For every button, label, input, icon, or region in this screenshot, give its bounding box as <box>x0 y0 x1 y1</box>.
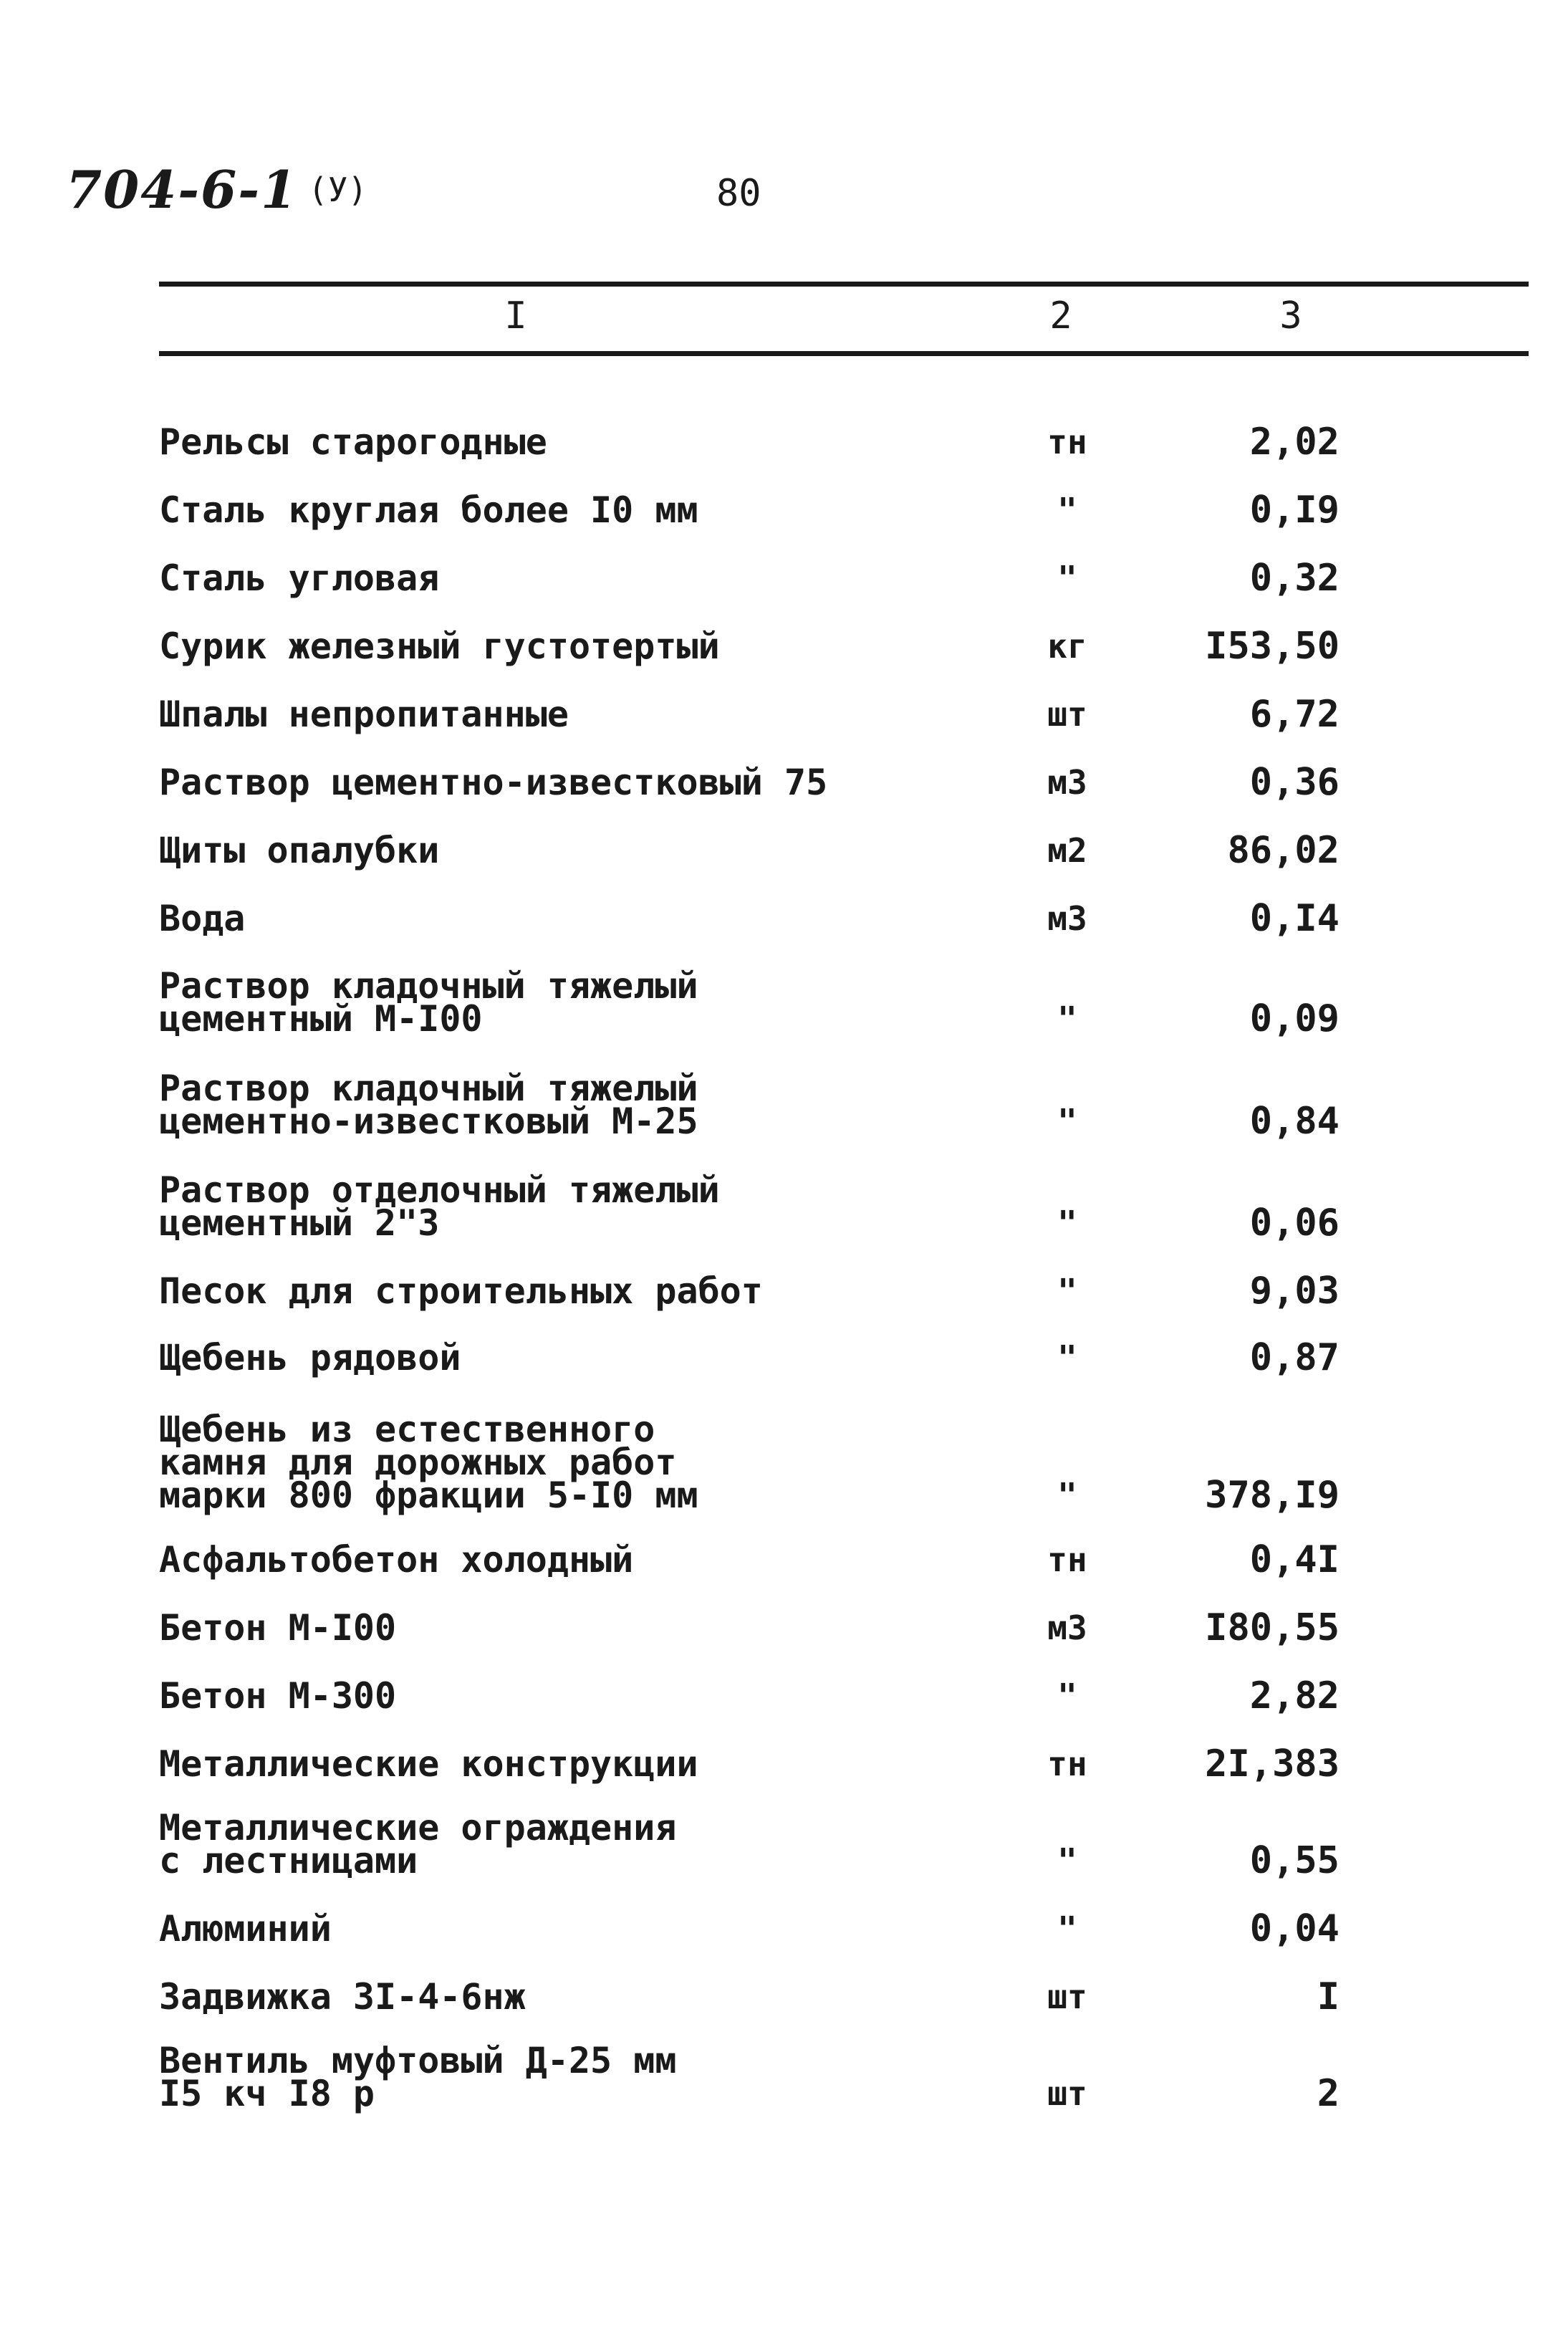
unit-cell: " <box>1057 1841 1077 1880</box>
table-row <box>0 1401 1568 1517</box>
table-row <box>0 1669 1568 1717</box>
material-name: Раствор отделочный тяжелый цементный 2"3 <box>159 1169 720 1244</box>
material-name: Металлические ограждения с лестницами <box>159 1807 677 1881</box>
material-name: Асфальтобетон холодный <box>159 1539 634 1581</box>
table-row <box>0 1601 1568 1649</box>
quantity-cell: 378,I9 <box>1205 1474 1339 1517</box>
column-header-quantity: 3 <box>1279 294 1302 337</box>
table-row <box>0 1265 1568 1313</box>
quantity-cell: 0,4I <box>1249 1538 1339 1581</box>
material-name: Раствор кладочный тяжелый цементно-известковый М-25 <box>159 1068 698 1142</box>
quantity-cell: 0,I9 <box>1249 489 1339 532</box>
table-row <box>0 1798 1568 1882</box>
unit-cell: " <box>1057 1272 1077 1310</box>
quantity-cell: 86,02 <box>1227 829 1339 872</box>
unit-cell: шт <box>1047 695 1087 734</box>
material-name: Раствор кладочный тяжелый цементный М-I00 <box>159 965 698 1040</box>
quantity-cell: 0,87 <box>1249 1336 1339 1379</box>
material-name: Шпалы непропитанные <box>159 694 569 735</box>
material-name: Бетон М-300 <box>159 1675 397 1717</box>
material-name: Щебень рядовой <box>159 1337 461 1379</box>
table-row <box>0 688 1568 736</box>
material-name: Вода <box>159 898 246 939</box>
material-name: Раствор цементно-известковый 75 <box>159 762 828 803</box>
unit-cell: " <box>1057 1102 1077 1141</box>
table-row <box>0 416 1568 464</box>
unit-cell: тн <box>1047 1540 1087 1579</box>
unit-cell: тн <box>1047 423 1087 461</box>
unit-cell: шт <box>1047 1977 1087 2016</box>
unit-cell: кг <box>1047 627 1087 666</box>
column-header-name: I <box>504 294 527 337</box>
quantity-cell: I <box>1317 1975 1339 2018</box>
page-number: 80 <box>716 172 761 215</box>
quantity-cell: 0,09 <box>1249 997 1339 1040</box>
quantity-cell: I53,50 <box>1205 625 1339 668</box>
unit-cell: " <box>1057 1338 1077 1377</box>
unit-cell: м3 <box>1047 1609 1087 1647</box>
unit-cell: тн <box>1047 1745 1087 1783</box>
unit-cell: " <box>1057 1909 1077 1948</box>
material-name: Металлические конструкции <box>159 1743 698 1785</box>
table-row <box>0 824 1568 872</box>
unit-cell: " <box>1057 559 1077 598</box>
quantity-cell: 2,02 <box>1249 421 1339 464</box>
quantity-cell: I80,55 <box>1205 1606 1339 1649</box>
table-row <box>0 552 1568 600</box>
unit-cell: " <box>1057 1204 1077 1242</box>
table-row <box>0 1970 1568 2018</box>
document-code: 704-6-1 <box>66 159 299 220</box>
quantity-cell: 2 <box>1317 2072 1339 2115</box>
table-row <box>0 957 1568 1040</box>
material-name: Щебень из естественного камня для дорожных работ марки 800 фракции 5-I0 мм <box>159 1409 698 1516</box>
table-row <box>0 1737 1568 1785</box>
unit-cell: " <box>1057 999 1077 1038</box>
table-row <box>0 1533 1568 1581</box>
material-name: Щиты опалубки <box>159 830 440 871</box>
material-name: Сурик железный густотертый <box>159 625 720 667</box>
material-name: Песок для строительных работ <box>159 1270 763 1312</box>
unit-cell: " <box>1057 491 1077 529</box>
quantity-cell: 2,82 <box>1249 1674 1339 1717</box>
unit-cell: м3 <box>1047 763 1087 802</box>
quantity-cell: 0,55 <box>1249 1839 1339 1882</box>
unit-cell: шт <box>1047 2074 1087 2113</box>
unit-cell: м3 <box>1047 899 1087 938</box>
unit-cell: " <box>1057 1677 1077 1715</box>
quantity-cell: 0,06 <box>1249 1202 1339 1245</box>
table-row <box>0 756 1568 804</box>
material-name: Вентиль муфтовый Д-25 мм I5 кч I8 р <box>159 2040 677 2114</box>
table-row <box>0 1161 1568 1245</box>
table-row <box>0 484 1568 532</box>
quantity-cell: 0,32 <box>1249 557 1339 600</box>
table-row <box>0 1331 1568 1379</box>
material-name: Сталь угловая <box>159 557 440 599</box>
material-name: Задвижка 3I-4-6нж <box>159 1976 526 2018</box>
quantity-cell: 0,04 <box>1249 1907 1339 1950</box>
table-row <box>0 892 1568 940</box>
quantity-cell: 2I,383 <box>1205 1742 1339 1785</box>
quantity-cell: 0,84 <box>1249 1100 1339 1143</box>
unit-cell: м2 <box>1047 831 1087 870</box>
material-name: Сталь круглая более I0 мм <box>159 489 698 531</box>
quantity-cell: 0,36 <box>1249 761 1339 804</box>
unit-cell: " <box>1057 1476 1077 1515</box>
document-mark: (У) <box>308 171 368 209</box>
quantity-cell: 9,03 <box>1249 1270 1339 1313</box>
material-name: Бетон М-I00 <box>159 1607 397 1649</box>
quantity-cell: 0,I4 <box>1249 897 1339 940</box>
table-row <box>0 620 1568 668</box>
quantity-cell: 6,72 <box>1249 693 1339 736</box>
material-name: Рельсы старогодные <box>159 421 547 463</box>
table-row <box>0 1902 1568 1950</box>
table-row <box>0 1059 1568 1143</box>
material-name: Алюминий <box>159 1908 332 1950</box>
column-header-unit: 2 <box>1049 294 1072 337</box>
table-row <box>0 2031 1568 2115</box>
